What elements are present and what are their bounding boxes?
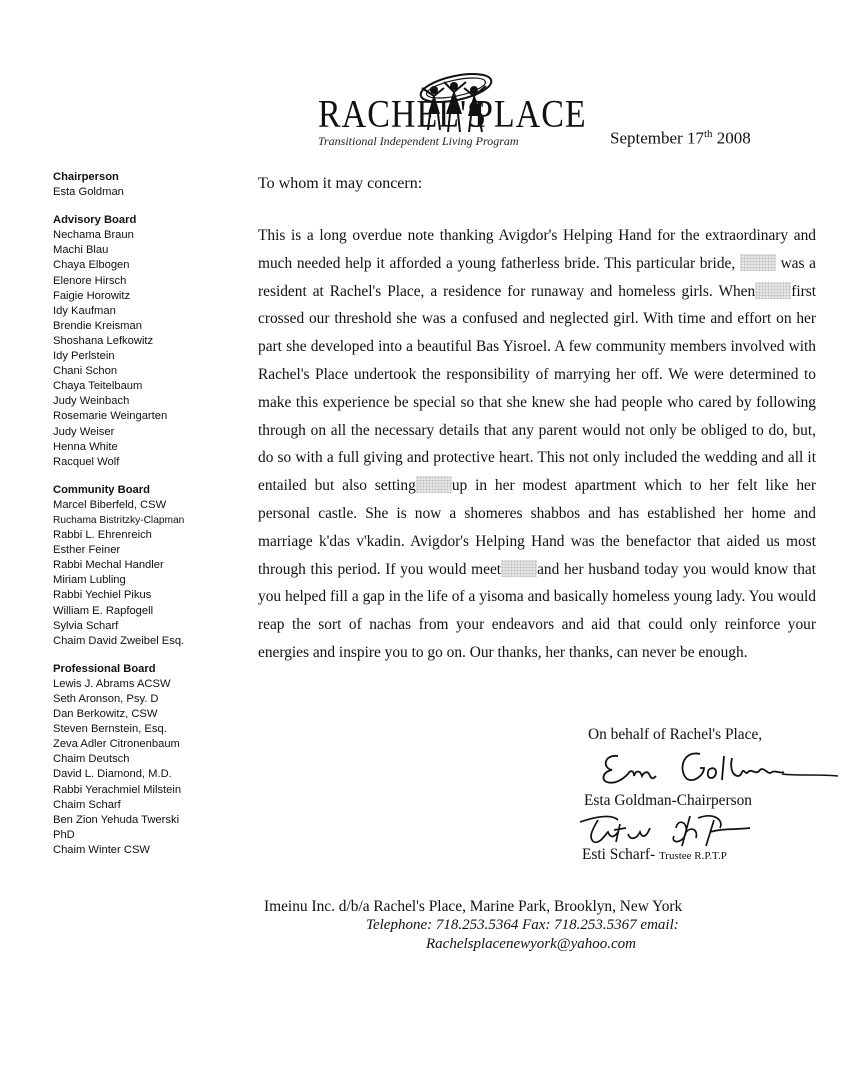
signer-name-trustee — [582, 846, 727, 864]
board-member: Steven Bernstein, Esq. — [53, 723, 167, 736]
professional-board-section — [53, 662, 253, 858]
board-member: Chaya Teitelbaum — [53, 380, 143, 393]
board-member: Rabbi Yechiel Pikus — [53, 589, 152, 602]
board-member: Chaim Deutsch — [53, 753, 130, 766]
board-member: Chaim Scharf — [53, 798, 121, 811]
board-member: Dan Berkowitz, CSW — [53, 708, 158, 721]
body-text-segment: first crossed our threshold she was a confused and neglected girl. With time and effort on her part she developed into a beautiful Bas Yisroel. A few community members involved with Rachel's Place undertook the responsibility of marrying her off. We were determined to make this experience be special so that she knew she had people who cared by following through on all the necessary details that any parent would not only be obliged to do, but, do so with a full giving and protective heart. This not only included the wedding and all it entailed but also setting — [258, 282, 816, 495]
board-member: Chaim Winter CSW — [53, 843, 150, 856]
board-member: Brendie Kreisman — [53, 319, 142, 332]
board-member: Lewis J. Abrams ACSW — [53, 677, 171, 690]
board-member: Faigie Horowitz — [53, 289, 131, 302]
chairperson-section — [53, 170, 253, 200]
board-member: Racquel Wolf — [53, 455, 120, 468]
signer-role: Trustee R.P.T.P — [658, 850, 727, 862]
board-member: Machi Blau — [53, 244, 109, 257]
organization-logo — [316, 62, 587, 152]
letter-body — [258, 222, 816, 667]
board-member: Chaim David Zweibel Esq. — [53, 634, 185, 647]
board-member: Nechama Braun — [53, 229, 134, 242]
board-member: Sylvia Scharf — [53, 619, 119, 632]
professional-board-title: Professional Board — [53, 662, 156, 675]
redacted-name — [740, 254, 776, 271]
board-member: Marcel Biberfeld, CSW — [53, 498, 167, 511]
advisory-board-list — [53, 228, 253, 470]
body-text-segment: up in her modest apartment which to her felt like her personal castle. She is now a shomeres shabbos and has established her home and marriage k'das v'kadin. Avigdor's Helping Hand was the benefactor that aided us most through this period. If you would meet — [258, 477, 816, 578]
board-member: Esther Feiner — [53, 544, 121, 557]
board-member: William E. Rapfogell — [53, 604, 154, 617]
board-member: Elenore Hirsch — [53, 274, 127, 287]
board-member: Rabbi L. Ehrenreich — [53, 529, 152, 542]
board-member: Chaya Elbogen — [53, 259, 130, 272]
redacted-name — [755, 282, 791, 299]
body-text-segment: was a resident at Rachel's Place, a residence for runaway and homeless girls. When — [258, 254, 816, 300]
community-board-section — [53, 483, 253, 649]
salutation: To whom it may concern: — [258, 175, 423, 192]
board-member: Chani Schon — [53, 365, 118, 378]
body-text-segment: and her husband today you would know that you helped fill a gap in the life of a yisoma and basically homeless young lady. You would reap the sort of nachas from your endeavors and aid that could only reinforce your energies and inspire you to go on. Our thanks, her thanks, can never be enough. — [258, 560, 816, 661]
redacted-name — [416, 476, 452, 493]
footer-phone-fax: Telephone: 718.253.5364 Fax: 718.253.5367 email: — [366, 917, 679, 933]
advisory-board-title: Advisory Board — [53, 214, 137, 227]
signer-name-chairperson: Esta Goldman-Chairperson — [584, 792, 752, 809]
logo-tagline: Transitional Independent Living Program — [318, 134, 519, 148]
board-member: Ruchama Bistritzky-Clapman — [53, 514, 185, 526]
chairperson-title: Chairperson — [53, 171, 119, 183]
board-member: Seth Aronson, Psy. D — [53, 693, 159, 705]
board-member: Rabbi Mechal Handler — [53, 559, 164, 572]
letter-date — [610, 128, 751, 149]
footer-email: Rachelsplacenewyork@yahoo.com — [426, 936, 636, 952]
board-member: Rosemarie Weingarten — [53, 410, 168, 423]
advisory-board-section — [53, 213, 253, 470]
signer-name: Esti Scharf- — [582, 846, 656, 863]
board-member: Shoshana Lefkowitz — [53, 334, 154, 347]
board-member: Idy Kaufman — [53, 304, 116, 317]
closing-line: On behalf of Rachel's Place, — [588, 726, 763, 743]
date-year: 2008 — [716, 128, 751, 148]
board-member: Rabbi Yerachmiel Milstein — [53, 783, 182, 796]
date-month-day: September 17 — [610, 128, 704, 148]
board-member: Henna White — [53, 440, 118, 453]
board-member: Idy Perlstein — [53, 350, 115, 363]
redacted-name — [501, 560, 537, 577]
board-member: David L. Diamond, M.D. — [53, 768, 172, 781]
community-board-title: Community Board — [53, 483, 150, 496]
board-member: PhD — [53, 828, 75, 841]
board-member: Judy Weinbach — [53, 395, 130, 408]
body-text-segment: This is a long overdue note thanking Avigdor's Helping Hand for the extraordinary and much needed help it afforded a young fatherless bride. This particular bride, — [258, 227, 816, 272]
esta-goldman-signature — [596, 746, 841, 792]
footer-address: Imeinu Inc. d/b/a Rachel's Place, Marine Park, Brooklyn, New York — [264, 898, 683, 915]
board-member: Miriam Lubling — [53, 574, 126, 587]
logo-wordmark-right: PLACE — [474, 93, 587, 136]
professional-board-list — [53, 677, 253, 858]
logo-wordmark-left: RACHEL'S — [318, 93, 488, 136]
community-board-list — [53, 498, 253, 649]
board-member: Zeva Adler Citronenbaum — [53, 738, 180, 751]
board-member: Esta Goldman — [53, 186, 124, 199]
esti-scharf-signature — [574, 810, 764, 850]
date-suffix: th — [703, 128, 713, 140]
board-member: Judy Weiser — [53, 425, 115, 438]
chairperson-list — [53, 185, 253, 200]
board-sidebar — [53, 170, 253, 871]
board-member: Ben Zion Yehuda Twerski — [53, 813, 180, 826]
